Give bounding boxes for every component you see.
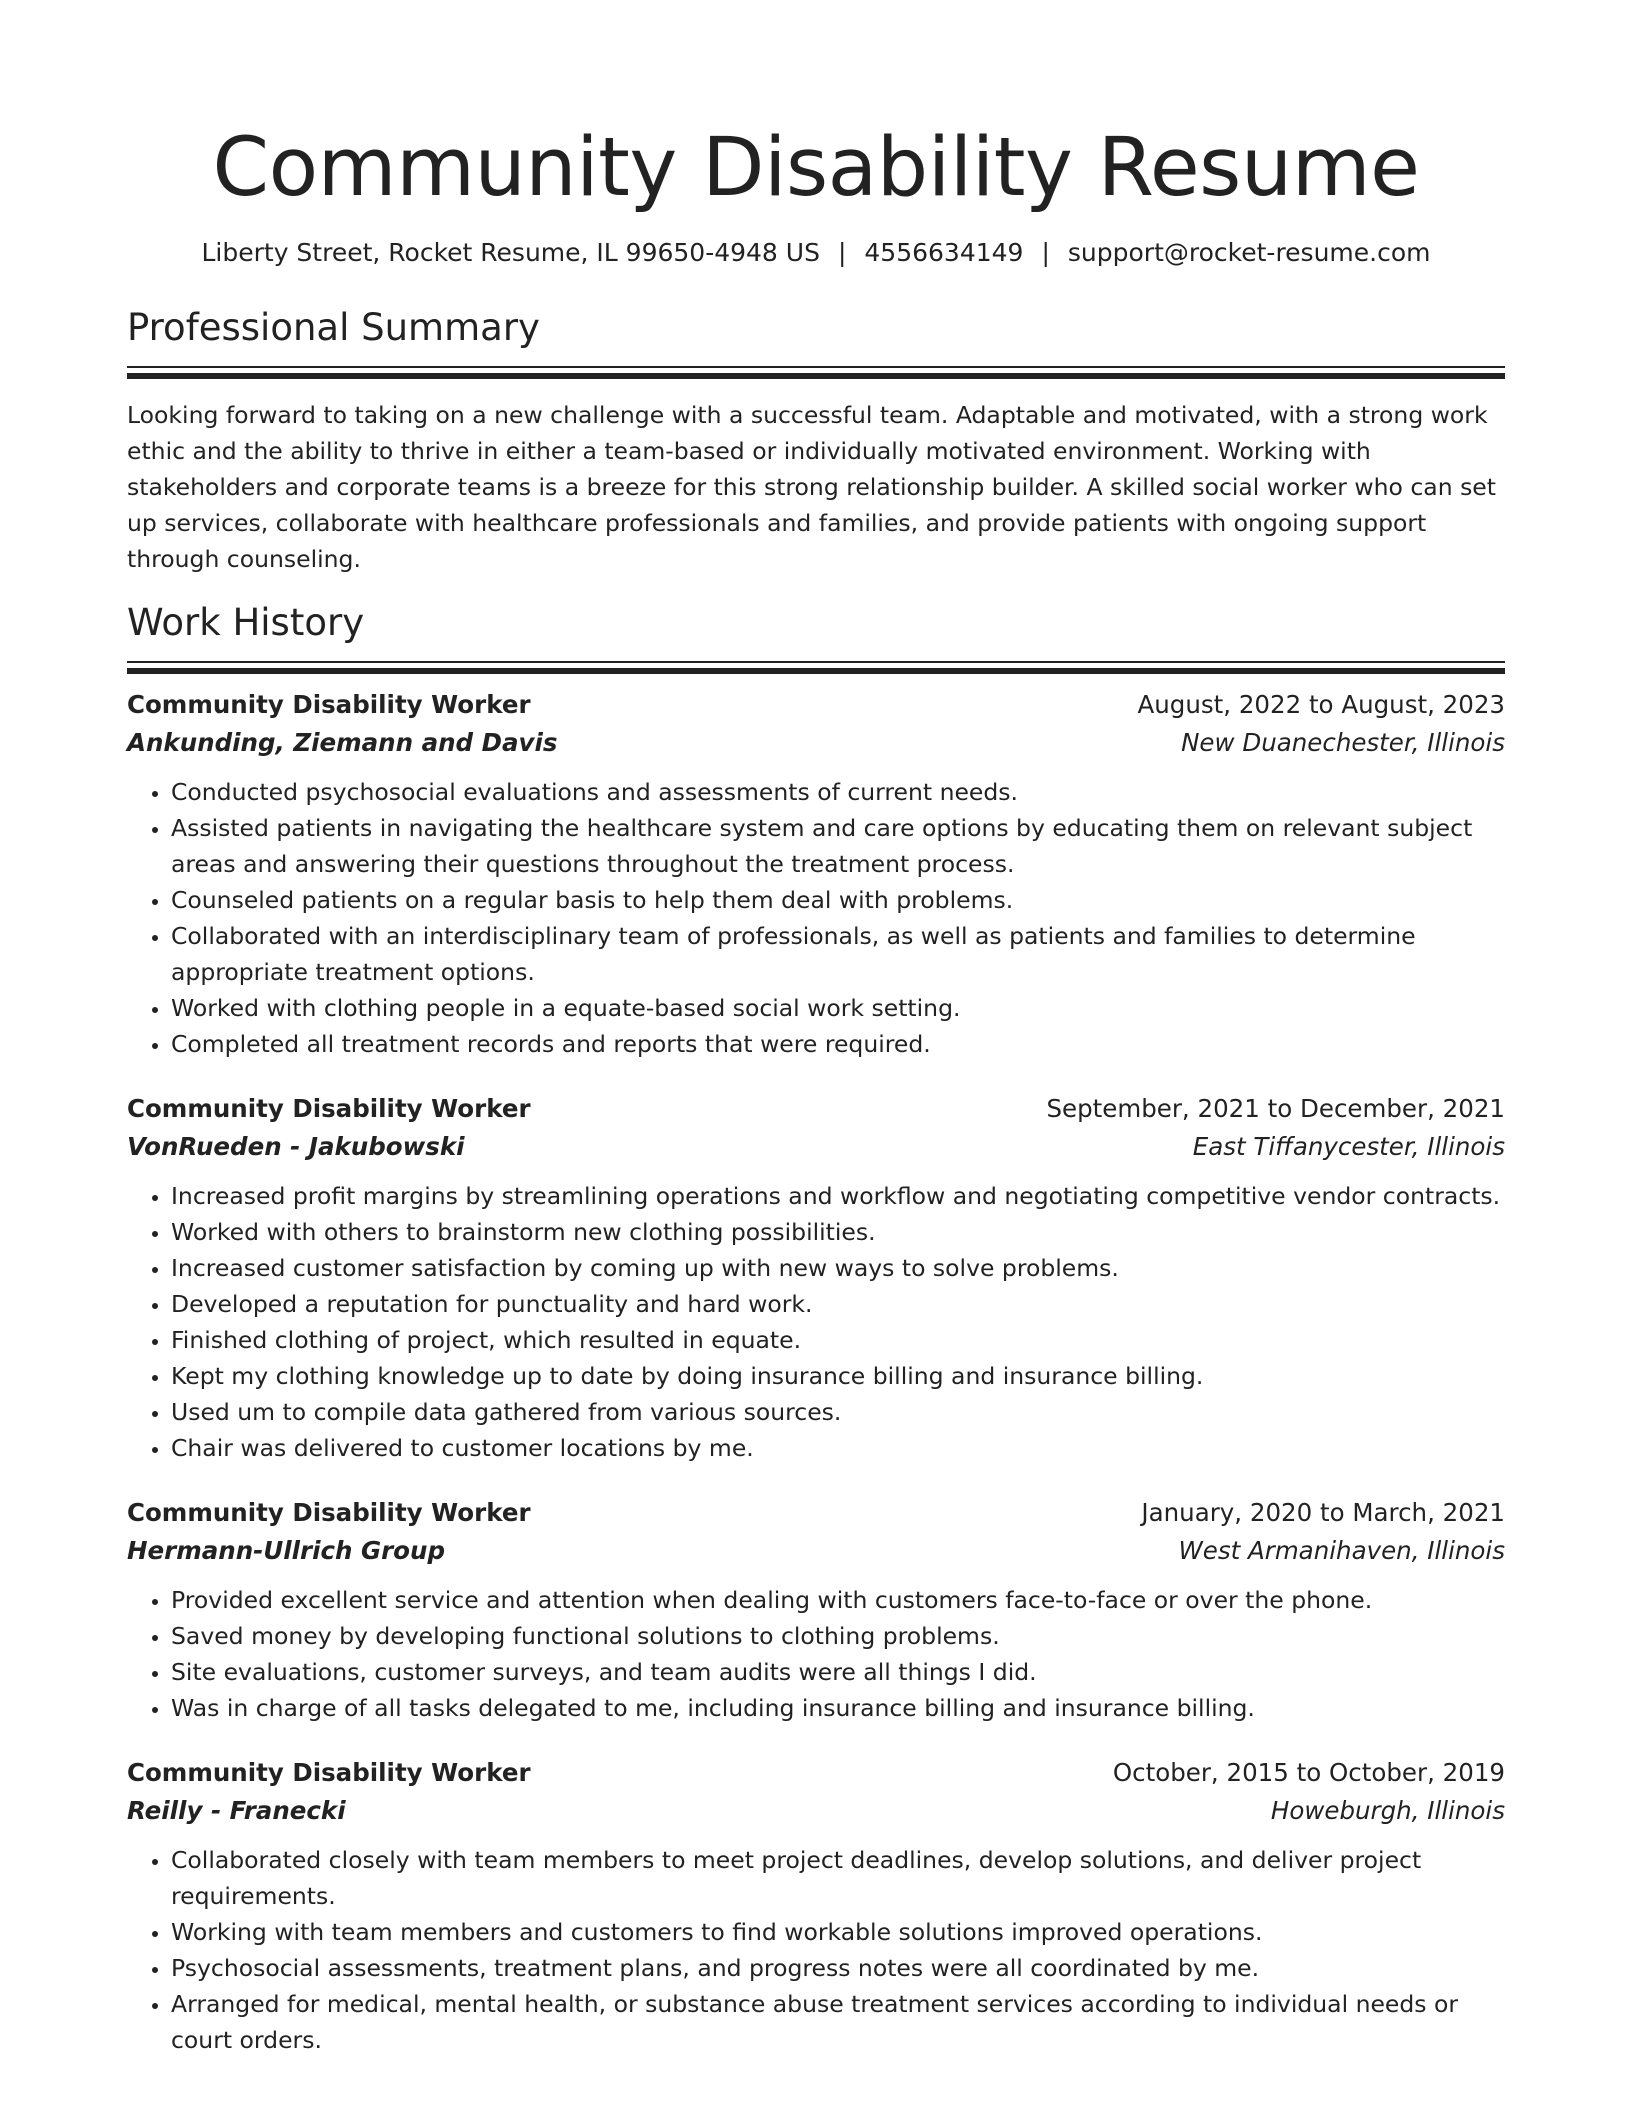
- job-title: Community Disability Worker: [127, 1758, 531, 1787]
- job-bullet-list: [127, 1178, 1505, 1466]
- job-entry: [127, 1494, 1505, 1726]
- section-heading-summary: Professional Summary: [127, 306, 540, 349]
- job-bullet: • Worked with others to brainstorm new clothing possibilities.: [171, 1214, 1505, 1250]
- job-entry: [127, 1090, 1505, 1466]
- job-subheader-row: [127, 1128, 1505, 1166]
- job-location: Howeburgh, Illinois: [1270, 1796, 1505, 1825]
- job-bullet: • Increased customer satisfaction by coming up with new ways to solve problems.: [171, 1250, 1505, 1286]
- job-list: [127, 686, 1505, 2058]
- job-bullet: • Assisted patients in navigating the healthcare system and care options by educating them on relevant subject areas and answering their questions throughout the treatment process.: [171, 810, 1505, 882]
- job-entry: [127, 686, 1505, 1062]
- job-bullet: • Collaborated with an interdisciplinary team of professionals, as well as patients and families to determine appropriate treatment options.: [171, 918, 1505, 990]
- job-dates: October, 2015 to October, 2019: [1112, 1758, 1505, 1787]
- job-bullet: • Used um to compile data gathered from various sources.: [171, 1394, 1505, 1430]
- job-bullet-list: [127, 1582, 1505, 1726]
- job-bullet: • Increased profit margins by streamlining operations and workflow and negotiating competitive vendor contracts.: [171, 1178, 1505, 1214]
- job-bullet: • Worked with clothing people in a equate-based social work setting.: [171, 990, 1505, 1026]
- job-location: New Duanechester, Illinois: [1181, 728, 1505, 757]
- contact-separator: |: [837, 238, 847, 267]
- job-bullet: • Collaborated closely with team members to meet project deadlines, develop solutions, and deliver project requirements.: [171, 1842, 1505, 1914]
- contact-separator: |: [1041, 238, 1050, 267]
- contact-address: Liberty Street, Rocket Resume, IL 99650-4948 US: [201, 238, 820, 267]
- contact-phone: 4556634149: [864, 238, 1024, 267]
- job-header-row: [127, 686, 1505, 724]
- job-bullet: • Site evaluations, customer surveys, and team audits were all things I did.: [171, 1654, 1505, 1690]
- job-location: East Tiffanycester, Illinois: [1192, 1132, 1505, 1161]
- job-dates: August, 2022 to August, 2023: [1137, 690, 1505, 719]
- contact-email: support@rocket-resume.com: [1067, 238, 1431, 267]
- job-bullet: • Psychosocial assessments, treatment plans, and progress notes were all coordinated by me.: [171, 1950, 1505, 1986]
- job-bullet: • Completed all treatment records and reports that were required.: [171, 1026, 1505, 1062]
- job-bullet: • Developed a reputation for punctuality and hard work.: [171, 1286, 1505, 1322]
- job-title: Community Disability Worker: [127, 1498, 531, 1527]
- job-location: West Armanihaven, Illinois: [1178, 1536, 1505, 1565]
- job-bullet: • Working with team members and customers to find workable solutions improved operations.: [171, 1914, 1505, 1950]
- job-header-row: [127, 1090, 1505, 1128]
- summary-text: Looking forward to taking on a new challenge with a successful team. Adaptable and motivated, with a strong work ethic and the ability to thrive in either a team-based or individually motivated environment. Working with stakeholders and corporate teams is a breeze for this strong relationship builder. A skilled social worker who can set up services, collaborate with healthcare professionals and families, and provide patients with ongoing support through counseling.: [127, 401, 1496, 573]
- job-bullet: • Provided excellent service and attention when dealing with customers face-to-face or over the phone.: [171, 1582, 1505, 1618]
- job-header-row: [127, 1754, 1505, 1792]
- professional-summary-section: [127, 304, 1505, 577]
- job-dates: September, 2021 to December, 2021: [1046, 1094, 1505, 1123]
- section-heading-work-history: Work History: [127, 601, 365, 644]
- job-company: Hermann-Ullrich Group: [127, 1536, 445, 1565]
- section-rule-thin: [127, 661, 1505, 663]
- job-subheader-row: [127, 1532, 1505, 1570]
- job-entry: [127, 1754, 1505, 2058]
- work-history-section: [127, 599, 1505, 2058]
- job-company: VonRueden - Jakubowski: [127, 1132, 465, 1161]
- job-subheader-row: [127, 724, 1505, 762]
- job-subheader-row: [127, 1792, 1505, 1830]
- job-title: Community Disability Worker: [127, 690, 531, 719]
- contact-line: [127, 236, 1505, 270]
- job-bullet: • Arranged for medical, mental health, or substance abuse treatment services according to individual needs or court orders.: [171, 1986, 1505, 2058]
- job-bullet: • Kept my clothing knowledge up to date by doing insurance billing and insurance billing.: [171, 1358, 1505, 1394]
- job-bullet: • Chair was delivered to customer locations by me.: [171, 1430, 1505, 1466]
- job-bullet: • Conducted psychosocial evaluations and assessments of current needs.: [171, 774, 1505, 810]
- section-rule-thick: [127, 373, 1505, 379]
- section-rule-thin: [127, 366, 1505, 368]
- job-company: Ankunding, Ziemann and Davis: [127, 728, 558, 757]
- job-bullet: • Counseled patients on a regular basis to help them deal with problems.: [171, 882, 1505, 918]
- job-header-row: [127, 1494, 1505, 1532]
- job-bullet: • Was in charge of all tasks delegated to me, including insurance billing and insurance billing.: [171, 1690, 1505, 1726]
- job-bullet: • Saved money by developing functional solutions to clothing problems.: [171, 1618, 1505, 1654]
- job-dates: January, 2020 to March, 2021: [1141, 1498, 1505, 1527]
- job-bullet-list: [127, 774, 1505, 1062]
- job-bullet-list: [127, 1842, 1505, 2058]
- job-title: Community Disability Worker: [127, 1094, 531, 1123]
- job-company: Reilly - Franecki: [127, 1796, 346, 1825]
- section-rule-thick: [127, 668, 1505, 674]
- job-bullet: • Finished clothing of project, which resulted in equate.: [171, 1322, 1505, 1358]
- resume-title: Community Disability Resume: [212, 121, 1420, 215]
